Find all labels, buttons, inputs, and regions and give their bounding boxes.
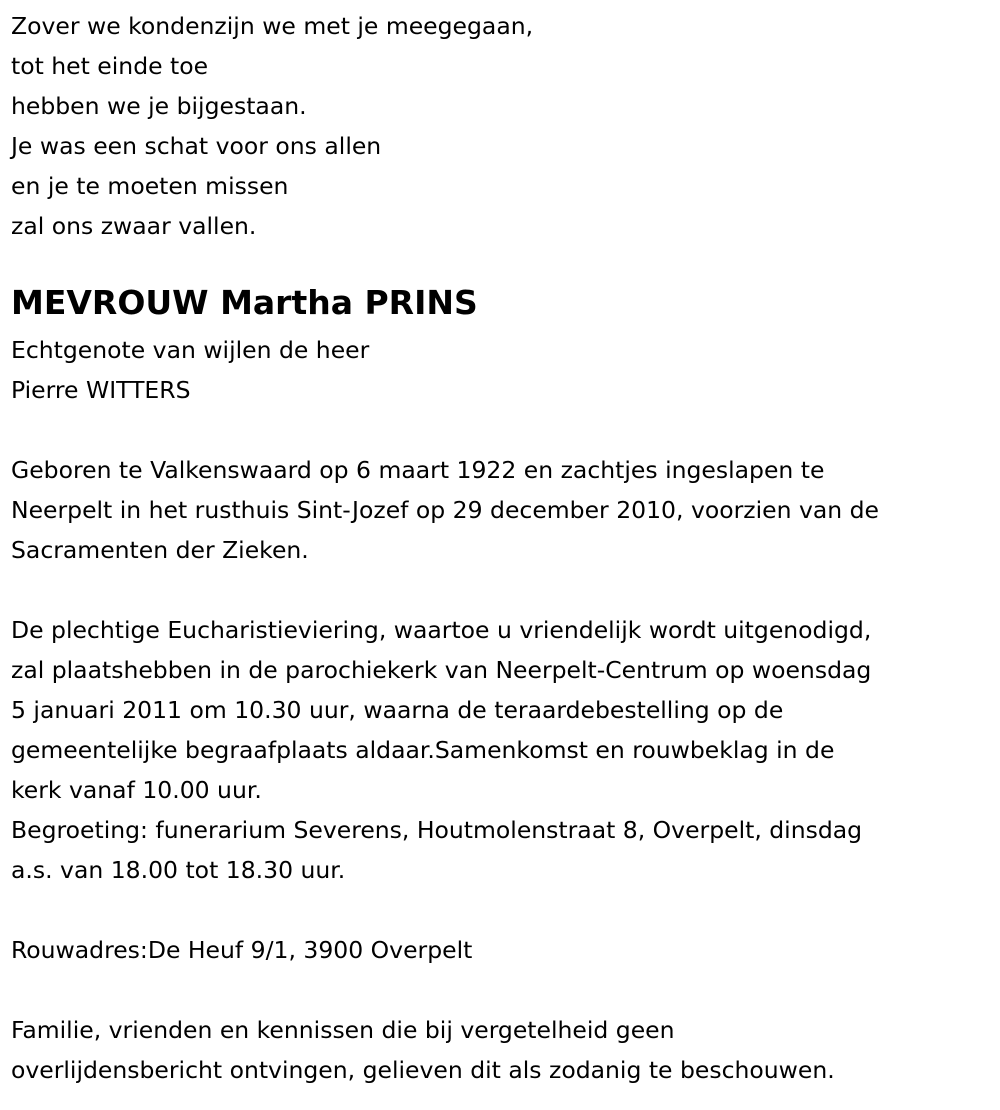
paragraph-line: kerk vanaf 10.00 uur. bbox=[11, 776, 262, 804]
spacer bbox=[11, 970, 996, 1010]
spouse-info bbox=[11, 330, 996, 410]
poem-line: Zover we kondenzijn we met je meegegaan, bbox=[11, 12, 534, 40]
paragraph-line: 5 januari 2011 om 10.30 uur, waarna de teraardebestelling op de bbox=[11, 696, 784, 724]
paragraph-line: De plechtige Eucharistieviering, waartoe u vriendelijk wordt uitgenodigd, bbox=[11, 616, 872, 644]
paragraph-line: gemeentelijke begraafplaats aldaar.Samenkomst en rouwbeklag in de bbox=[11, 736, 835, 764]
paragraph-line: Neerpelt in het rusthuis Sint-Jozef op 29 december 2010, voorzien van de bbox=[11, 496, 879, 524]
poem-line: tot het einde toe bbox=[11, 52, 209, 80]
paragraph-line: Familie, vrienden en kennissen die bij vergetelheid geen bbox=[11, 1016, 675, 1044]
poem-line: en je te moeten missen bbox=[11, 172, 289, 200]
notice-paragraph bbox=[11, 1010, 996, 1090]
spacer bbox=[11, 890, 996, 930]
service-paragraph bbox=[11, 610, 996, 890]
poem-line: zal ons zwaar vallen. bbox=[11, 212, 257, 240]
mourning-address: Rouwadres:De Heuf 9/1, 3900 Overpelt bbox=[11, 936, 473, 964]
paragraph-line: a.s. van 18.00 tot 18.30 uur. bbox=[11, 856, 346, 884]
spouse-name: Pierre WITTERS bbox=[11, 376, 191, 404]
spouse-line: Echtgenote van wijlen de heer bbox=[11, 336, 370, 364]
memorial-poem bbox=[11, 6, 996, 246]
birth-death-paragraph bbox=[11, 450, 996, 570]
spacer bbox=[11, 410, 996, 450]
paragraph-line: overlijdensbericht ontvingen, gelieven dit als zodanig te beschouwen. bbox=[11, 1056, 835, 1084]
paragraph-line: Sacramenten der Zieken. bbox=[11, 536, 309, 564]
poem-line: hebben we je bijgestaan. bbox=[11, 92, 307, 120]
deceased-name: MEVROUW Martha PRINS bbox=[11, 283, 478, 322]
paragraph-line: Begroeting: funerarium Severens, Houtmolenstraat 8, Overpelt, dinsdag bbox=[11, 816, 863, 844]
paragraph-line: zal plaatshebben in de parochiekerk van Neerpelt-Centrum op woensdag bbox=[11, 656, 872, 684]
obituary-document bbox=[11, 6, 996, 1090]
poem-line: Je was een schat voor ons allen bbox=[11, 132, 382, 160]
paragraph-line: Geboren te Valkenswaard op 6 maart 1922 en zachtjes ingeslapen te bbox=[11, 456, 825, 484]
spacer bbox=[11, 570, 996, 610]
